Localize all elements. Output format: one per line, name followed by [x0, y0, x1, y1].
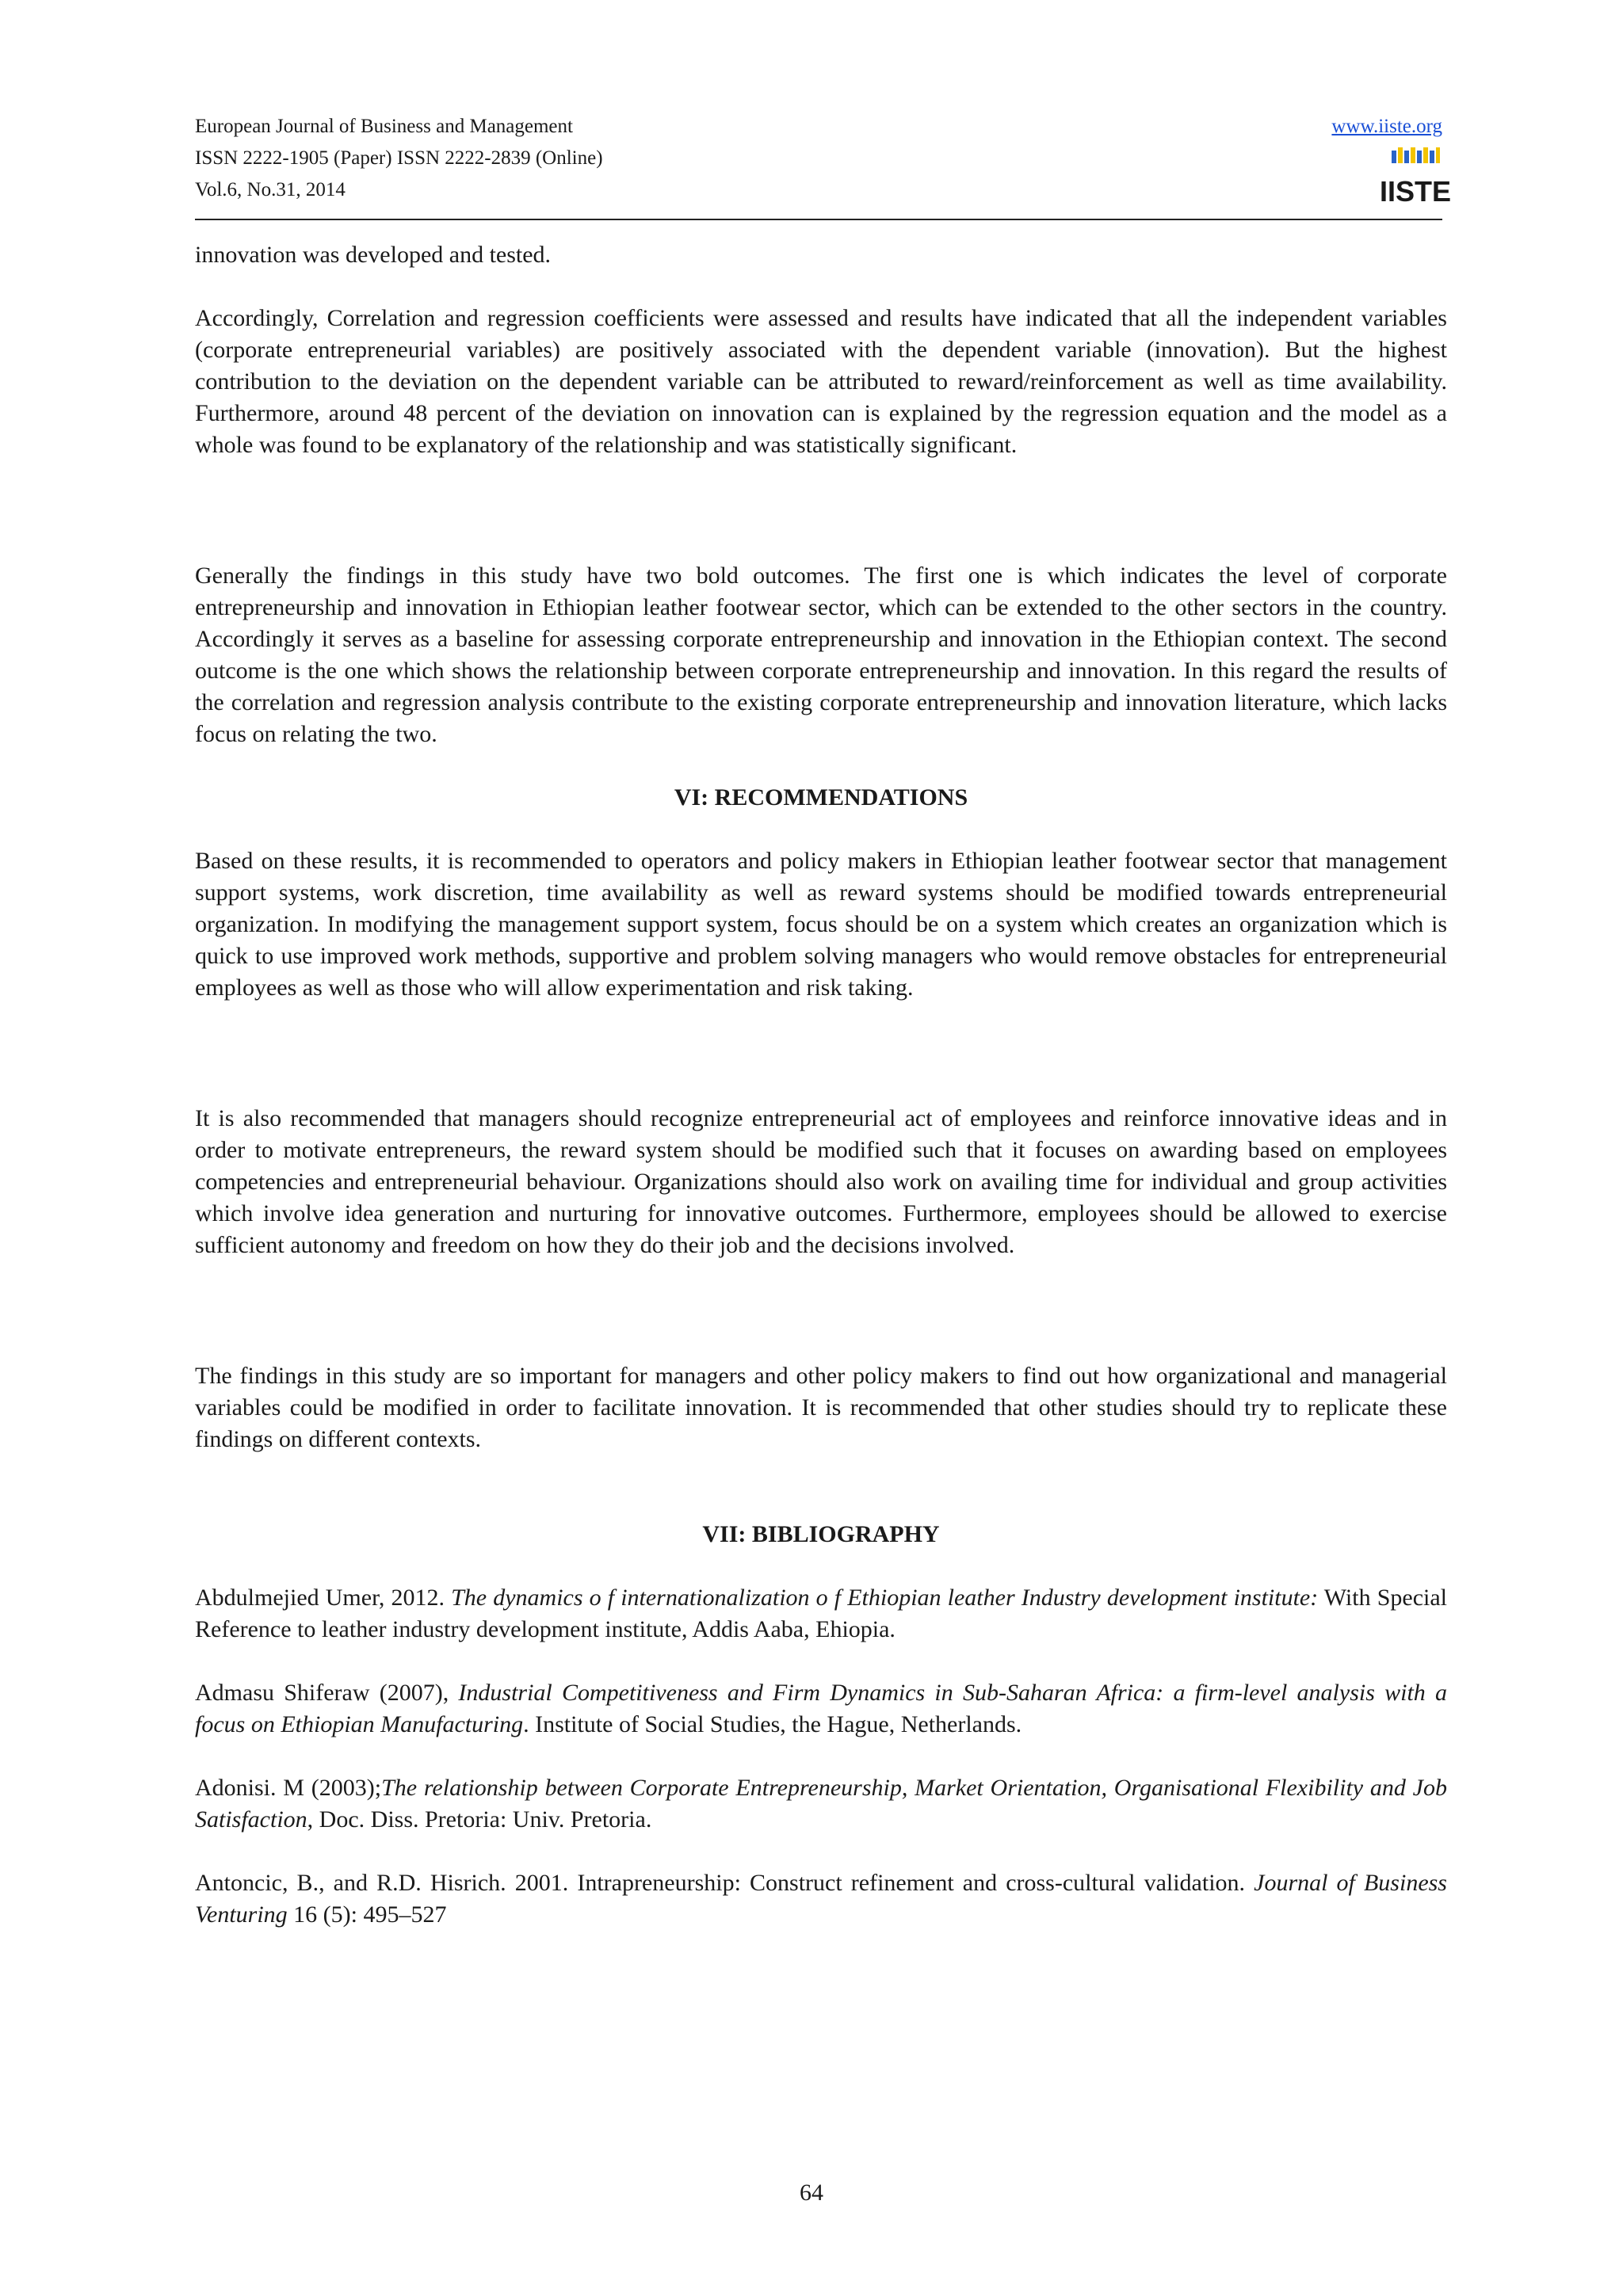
- bibliography-entry: Adonisi. M (2003);The relationship between Corporate Entrepreneurship, Market Orientation, Organisational Flexibility and Job Satisfaction, Doc. Diss. Pretoria: Univ. Pretoria.: [195, 1775, 1447, 1833]
- iiste-logo-icon: [1379, 146, 1452, 209]
- issn-line: ISSN 2222-1905 (Paper) ISSN 2222-2839 (Online): [195, 147, 603, 169]
- page-header: [195, 111, 1452, 220]
- paragraph: The findings in this study are so important for managers and other policy makers to find out how organizational and managerial variables could be modified in order to facilitate innovation. It is recommended that other studies should try to replicate these findings on different contexts.: [195, 1363, 1447, 1452]
- paragraph: It is also recommended that managers should recognize entrepreneurial act of employees and reinforce innovative ideas and in order to motivate entrepreneurs, the reward system should be modified such that it focuses on awarding based on employees competencies and entrepreneurial behaviour. Organizations should also work on availing time for individual and group activities which involve idea generation and nurturing for innovative outcomes. Furthermore, employees should be allowed to exercise sufficient autonomy and freedom on how they do their job and the decisions involved.: [195, 1105, 1447, 1258]
- page-number: 64: [800, 2180, 823, 2206]
- paragraph: Based on these results, it is recommended to operators and policy makers in Ethiopian leather footwear sector that management support systems, work discretion, time availability as well as reward systems should be modified towards entrepreneurial organization. In modifying the management support system, focus should be on a system which creates an organization which is quick to use improved work methods, supportive and problem solving managers who would remove obstacles for entrepreneurial employees as well as those who will allow experimentation and risk taking.: [195, 848, 1447, 1001]
- section-heading-recommendations: VI: RECOMMENDATIONS: [674, 784, 968, 810]
- journal-website-link[interactable]: www.iiste.org: [1331, 116, 1442, 137]
- bibliography-entry: Abdulmejied Umer, 2012. The dynamics o f internationalization o f Ethiopian leather Industry development institute: With Special Reference to leather industry development institute, Addis Aaba, Ehiopia.: [195, 1585, 1447, 1642]
- paragraph: Generally the findings in this study have two bold outcomes. The first one is which indicates the level of corporate entrepreneurship and innovation in Ethiopian leather footwear sector, which can be extended to the other sectors in the country. Accordingly it serves as a baseline for assessing corporate entrepreneurship and innovation in the Ethiopian context. The second outcome is the one which shows the relationship between corporate entrepreneurship and innovation. In this regard the results of the correlation and regression analysis contribute to the existing corporate entrepreneurship and innovation literature, which lacks focus on relating the two.: [195, 563, 1447, 747]
- paragraph: innovation was developed and tested.: [195, 242, 552, 268]
- logo-text: IISTE: [1379, 175, 1452, 208]
- section-heading-bibliography: VII: BIBLIOGRAPHY: [702, 1521, 940, 1547]
- volume-line: Vol.6, No.31, 2014: [195, 179, 346, 200]
- bibliography-entry: Admasu Shiferaw (2007), Industrial Competitiveness and Firm Dynamics in Sub-Saharan Africa: a firm-level analysis with a focus on Ethiopian Manufacturing. Institute of Social Studies, the Hague, Netherlands.: [195, 1680, 1447, 1737]
- main-content: [195, 239, 1447, 1931]
- bibliography-entry: Antoncic, B., and R.D. Hisrich. 2001. Intrapreneurship: Construct refinement and cross-cultural validation. Journal of Business Venturing 16 (5): 495–527: [195, 1870, 1447, 1928]
- paragraph: Accordingly, Correlation and regression coefficients were assessed and results have indicated that all the independent variables (corporate entrepreneurial variables) are positively associated with the dependent variable (innovation). But the highest contribution to the deviation on the dependent variable can be attributed to reward/reinforcement as well as time availability. Furthermore, around 48 percent of the deviation on innovation can is explained by the regression equation and the model as a whole was found to be explanatory of the relationship and was statistically significant.: [195, 305, 1447, 458]
- journal-name: European Journal of Business and Management: [195, 116, 573, 137]
